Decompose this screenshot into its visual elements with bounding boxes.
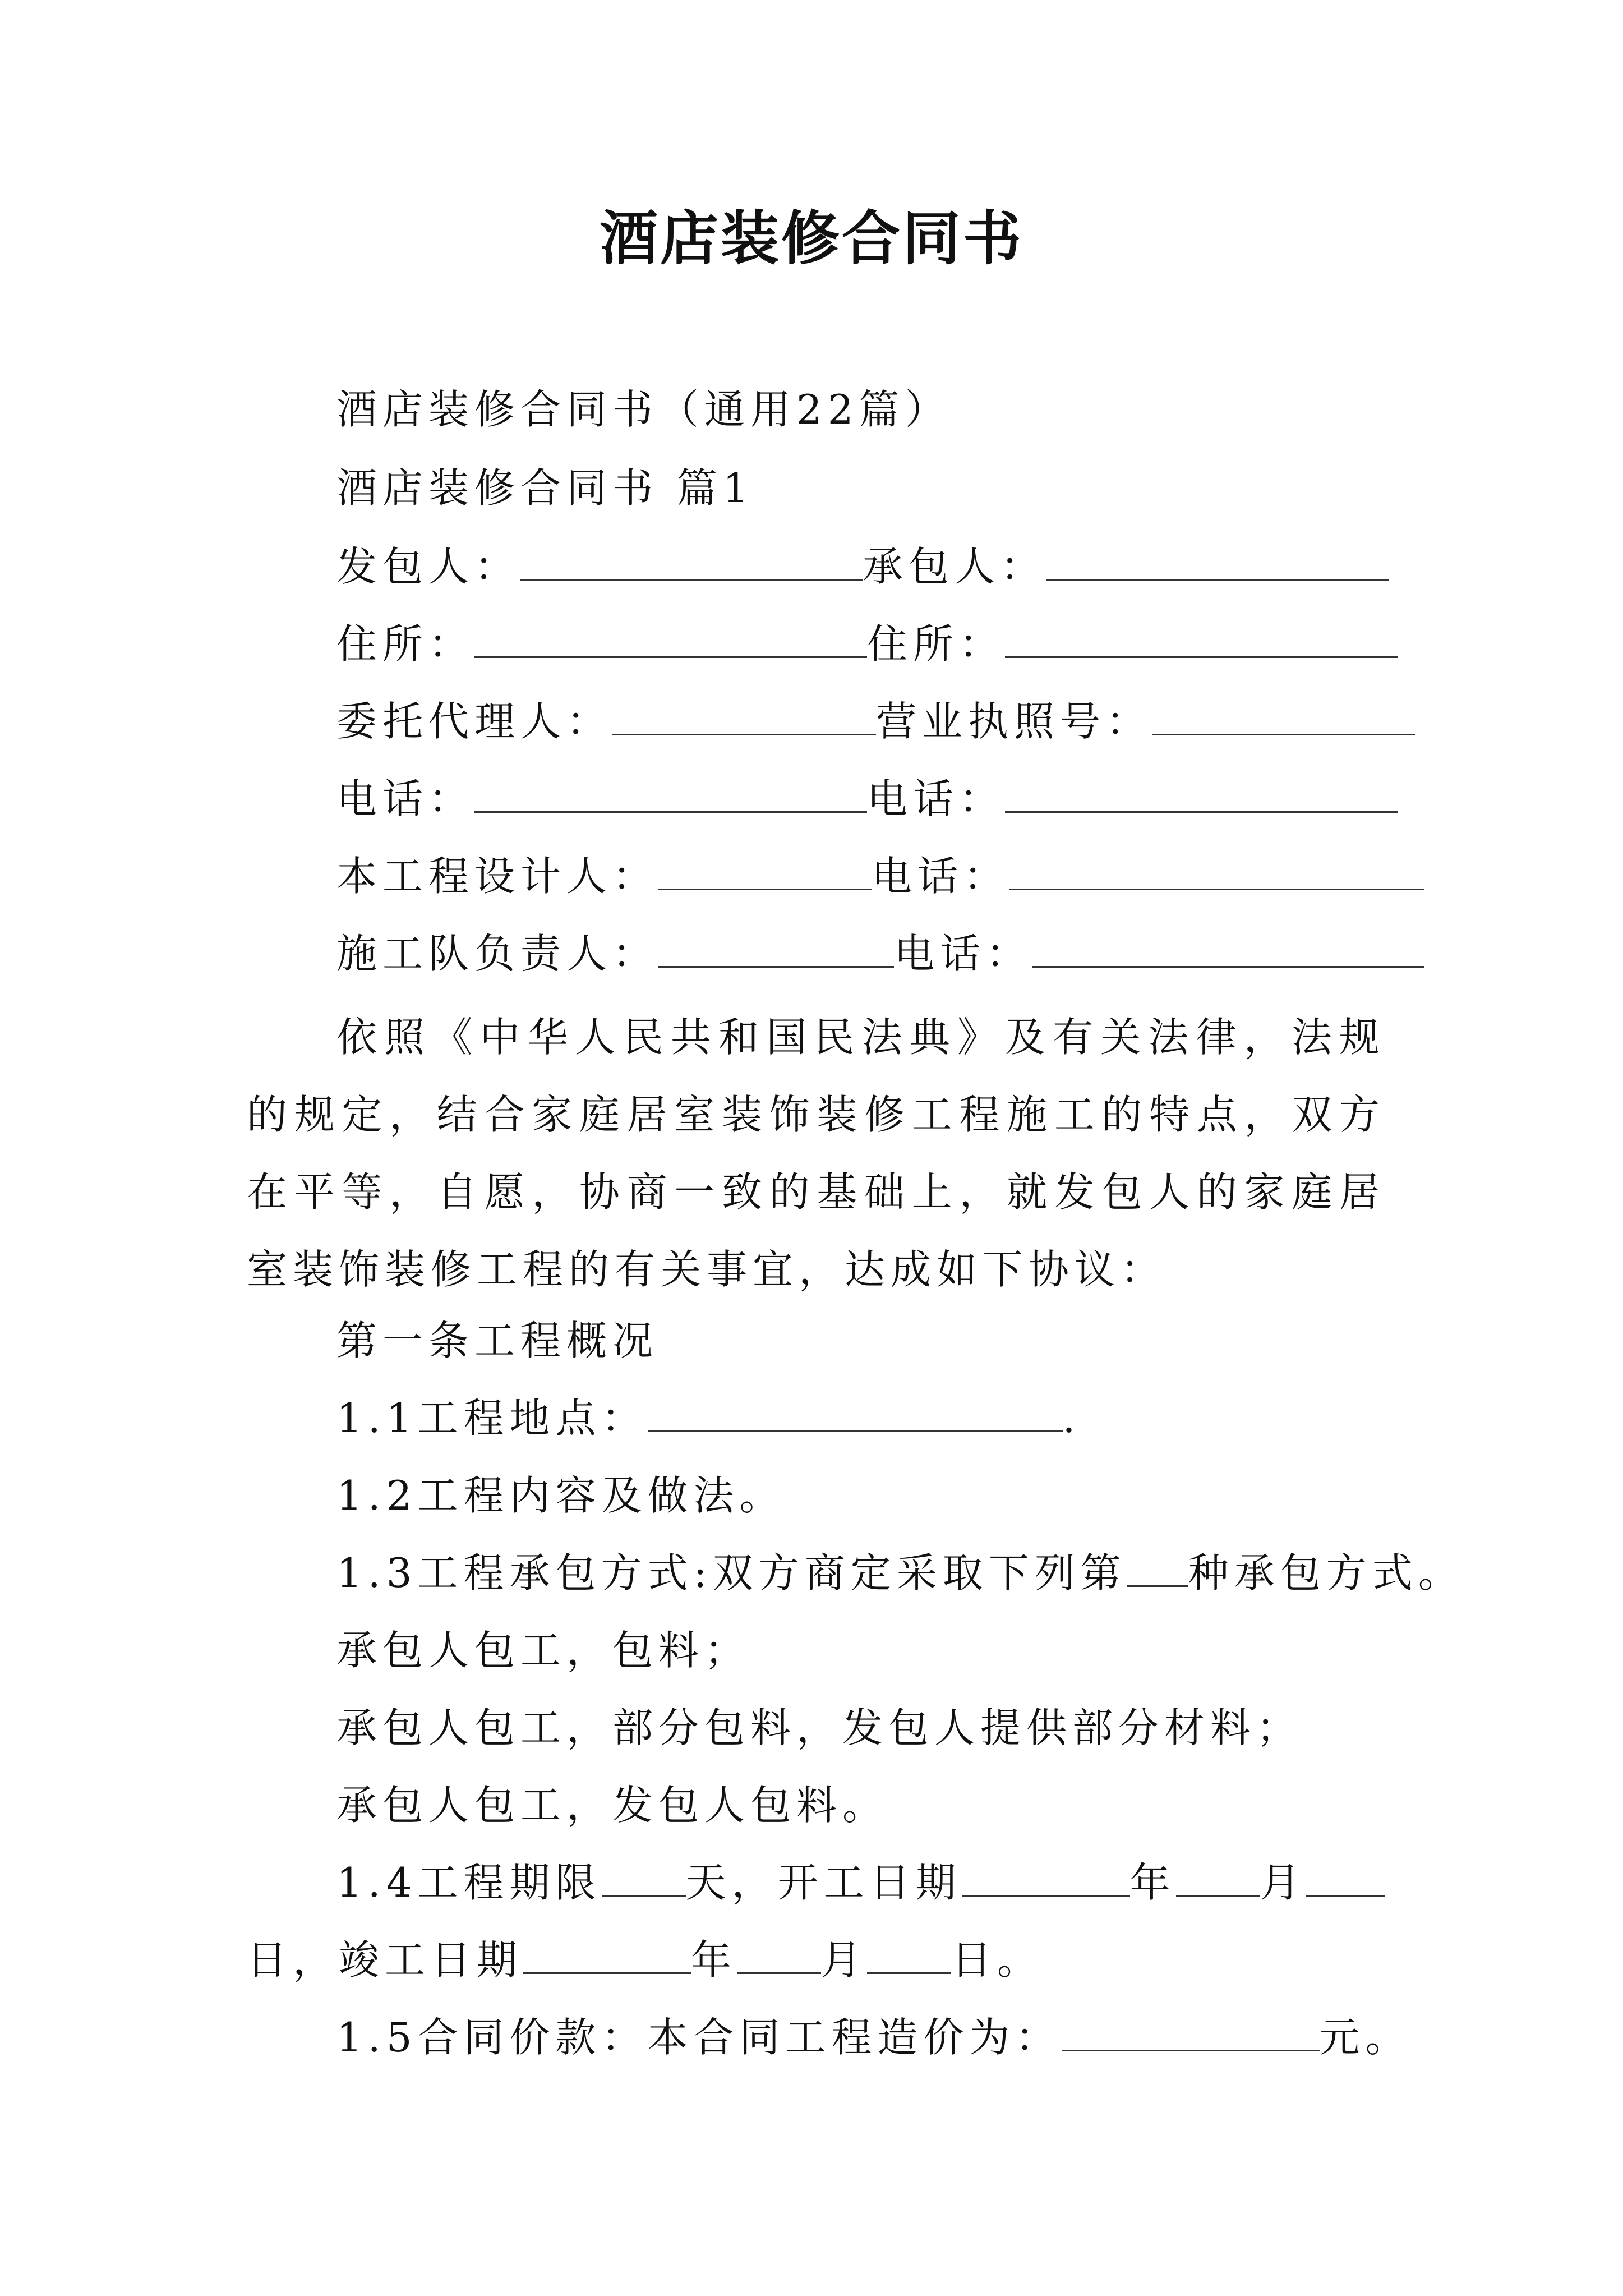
phone-blank-1[interactable] xyxy=(474,776,867,813)
section-heading: 酒店装修合同书 篇1 xyxy=(336,464,754,512)
address-blank-1[interactable] xyxy=(474,622,867,658)
designer-phone-label: 电话： xyxy=(872,853,1010,900)
start-year-label: 年 xyxy=(1129,1859,1176,1906)
employer-blank[interactable] xyxy=(520,544,863,581)
option-2: 承包人包工，部分包料，发包人提供部分材料； xyxy=(336,1704,1303,1751)
start-day-blank[interactable] xyxy=(1306,1860,1385,1897)
item-1-4-day-end: 日。 xyxy=(951,1936,1044,1984)
phone-blank-2[interactable] xyxy=(1005,776,1398,813)
address-label-2: 住所： xyxy=(867,620,1006,668)
option-3: 承包人包工，发包人包料。 xyxy=(336,1782,889,1829)
item-1-4-part2: 天，开工日期 xyxy=(685,1859,962,1906)
end-year-blank[interactable] xyxy=(523,1938,691,1974)
item-1-1 xyxy=(336,1390,1380,1446)
foreman-blank[interactable] xyxy=(658,931,894,968)
item-1-2: 1.2工程内容及做法。 xyxy=(336,1472,786,1519)
start-year-blank[interactable] xyxy=(962,1860,1130,1897)
foreman-phone-label: 电话： xyxy=(894,930,1032,977)
foreman-phone-blank[interactable] xyxy=(1032,931,1424,968)
item-1-4-line-2 xyxy=(247,1932,1380,1988)
document-title: 酒店装修合同书 xyxy=(599,204,1023,273)
item-1-4-line-1 xyxy=(336,1855,1380,1911)
item-1-4-day-start: 日，竣工日期 xyxy=(247,1936,523,1984)
license-blank[interactable] xyxy=(1152,699,1415,735)
intro-paragraph: 依照《中华人民共和国民法典》及有关法律，法规的规定，结合家庭居室装饰装修工程施工的特点，双方在平等，自愿，协商一致的基础上，就发包人的家庭居室装饰装修工程的有关事宜，达成如下协议： xyxy=(247,1014,1385,1293)
agent-label: 委托代理人： xyxy=(336,698,613,745)
party-row-address xyxy=(336,616,1380,672)
contract-price-blank[interactable] xyxy=(1062,2015,1320,2051)
designer-phone-blank[interactable] xyxy=(1009,854,1424,890)
designer-blank[interactable] xyxy=(658,854,872,890)
item-1-5-end: 元。 xyxy=(1319,2014,1412,2061)
project-location-blank[interactable] xyxy=(648,1396,1063,1432)
item-1-3-before: 1.3工程承包方式:双方商定采取下列第 xyxy=(336,1549,1127,1596)
address-blank-2[interactable] xyxy=(1005,622,1398,658)
phone-label-2: 电话： xyxy=(867,775,1006,822)
license-label: 营业执照号： xyxy=(876,698,1152,745)
article-1-heading: 第一条工程概况 xyxy=(336,1317,659,1364)
duration-days-blank[interactable] xyxy=(602,1860,686,1897)
item-1-4-part1: 1.4工程期限 xyxy=(336,1859,602,1906)
end-month-label: 月 xyxy=(821,1936,868,1984)
start-month-blank[interactable] xyxy=(1176,1860,1260,1897)
agent-blank[interactable] xyxy=(612,699,876,735)
item-1-5 xyxy=(336,2009,1412,2065)
address-label-1: 住所： xyxy=(336,620,475,668)
phone-label-1: 电话： xyxy=(336,775,475,822)
party-row-phone xyxy=(336,771,1380,827)
contract-method-blank[interactable] xyxy=(1127,1550,1188,1587)
designer-label: 本工程设计人： xyxy=(336,853,659,900)
document-subtitle: 酒店装修合同书（通用22篇） xyxy=(336,386,951,433)
employer-label: 发包人： xyxy=(336,543,521,590)
item-1-5-label: 1.5合同价款：本合同工程造价为： xyxy=(336,2014,1062,2061)
foreman-label: 施工队负责人： xyxy=(336,930,659,977)
end-day-blank[interactable] xyxy=(867,1938,951,1974)
item-1-3 xyxy=(336,1545,1464,1601)
item-1-1-label: 1.1工程地点： xyxy=(336,1395,648,1442)
item-1-1-end: . xyxy=(1062,1395,1081,1442)
contractor-blank[interactable] xyxy=(1046,544,1389,581)
party-row-employer xyxy=(336,539,1380,595)
end-month-blank[interactable] xyxy=(737,1938,821,1974)
contractor-label: 承包人： xyxy=(863,543,1047,590)
end-year-label: 年 xyxy=(691,1936,737,1984)
designer-row xyxy=(336,848,1380,904)
foreman-row xyxy=(336,926,1380,982)
start-month-label: 月 xyxy=(1260,1859,1306,1906)
party-row-agent xyxy=(336,693,1380,749)
item-1-3-after: 种承包方式。 xyxy=(1188,1549,1464,1596)
option-1: 承包人包工，包料； xyxy=(336,1627,751,1674)
